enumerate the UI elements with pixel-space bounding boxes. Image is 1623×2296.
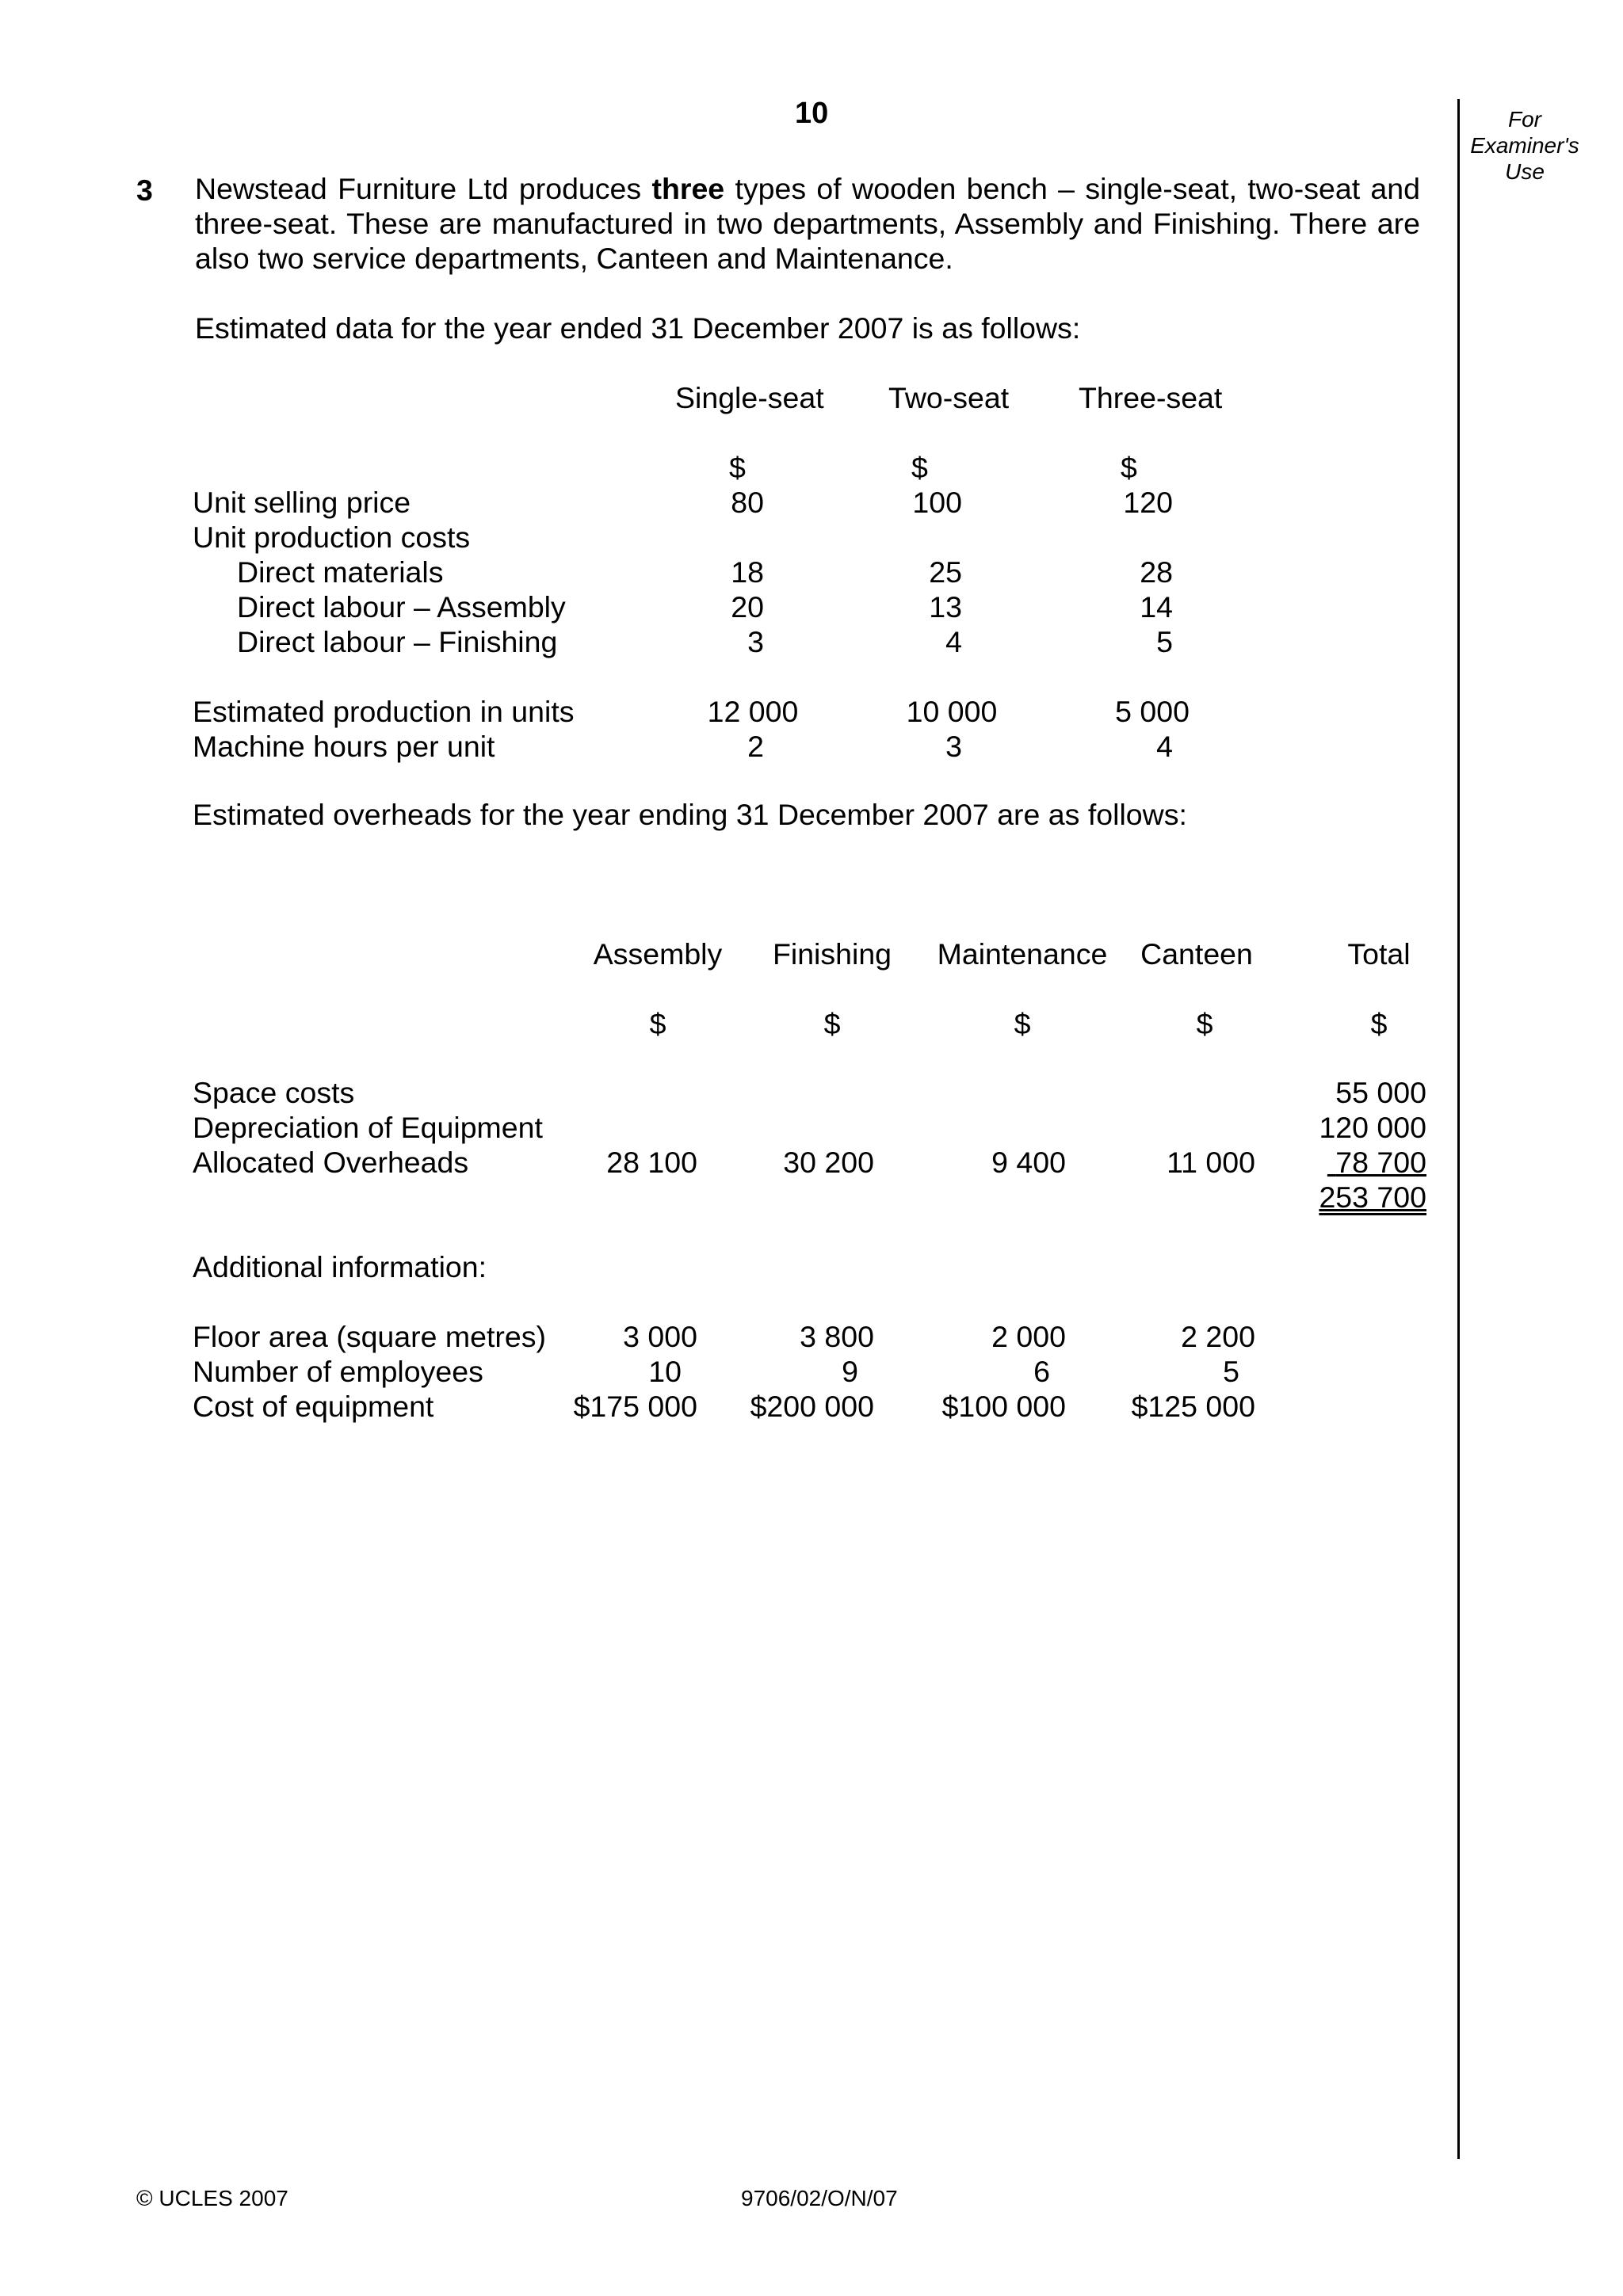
allocated-assembly: 28 100 (606, 1146, 697, 1179)
direct-labour-finishing-single: 3 (747, 625, 764, 658)
examiner-use-text: For Examiner's Use (1470, 107, 1579, 184)
additional-info-heading: Additional information: (193, 1250, 487, 1283)
col-header-canteen: Canteen (1140, 937, 1253, 971)
machine-hours-single: 2 (747, 730, 764, 763)
row-label-machine-hours: Machine hours per unit (193, 730, 495, 763)
equipment-cost-maintenance: $100 000 (941, 1390, 1066, 1423)
intro-bold-word: three (651, 172, 725, 205)
grand-total: 253 700 (1319, 1180, 1426, 1214)
currency-finishing: $ (823, 1007, 841, 1040)
overheads-heading: Estimated overheads for the year ending 31 December 2007 are as follows: (193, 798, 1187, 831)
col-header-single-seat: Single-seat (675, 381, 824, 414)
direct-materials-single: 18 (731, 555, 764, 589)
employees-finishing: 9 (842, 1355, 858, 1388)
direct-materials-two: 25 (929, 555, 962, 589)
col-header-maintenance: Maintenance (937, 937, 1108, 971)
footer-copyright: © UCLES 2007 (136, 2186, 288, 2210)
currency-three-seat: $ (1121, 451, 1137, 484)
col-header-two-seat: Two-seat (888, 381, 1010, 414)
col-header-assembly: Assembly (593, 937, 723, 971)
allocated-total (1284, 1145, 1426, 1180)
row-label-unit-production-costs: Unit production costs (193, 521, 471, 554)
row-label-depreciation: Depreciation of Equipment (193, 1111, 543, 1144)
floor-area-maintenance: 2 000 (991, 1320, 1066, 1353)
direct-labour-finishing-three: 5 (1156, 625, 1173, 658)
intro-text-end: types of wooden bench – single-seat, two-seat and three-seat. These are manufactured in two departments, Assembly and Finishing. There are also two service departments, Canteen and Maintenance. (195, 172, 1420, 275)
row-label-number-of-employees: Number of employees (193, 1355, 483, 1388)
currency-maintenance: $ (1014, 1007, 1031, 1040)
space-costs-total: 55 000 (1335, 1076, 1426, 1109)
allocated-maintenance: 9 400 (991, 1146, 1066, 1179)
estimated-data-heading: Estimated data for the year ended 31 December 2007 is as follows: (195, 311, 1081, 345)
row-label-cost-of-equipment: Cost of equipment (193, 1390, 434, 1423)
intro-text-start: Newstead Furniture Ltd produces (195, 172, 652, 205)
machine-hours-two: 3 (945, 730, 962, 763)
floor-area-finishing: 3 800 (800, 1320, 874, 1353)
row-label-floor-area: Floor area (square metres) (193, 1320, 546, 1353)
floor-area-canteen: 2 200 (1181, 1320, 1255, 1353)
equipment-cost-finishing: $200 000 (750, 1390, 874, 1423)
page-number: 10 (795, 97, 829, 130)
row-label-allocated-overheads: Allocated Overheads (193, 1146, 469, 1179)
footer-paper-code: 9706/02/O/N/07 (741, 2186, 898, 2210)
question-number: 3 (136, 174, 153, 207)
estimated-production-three: 5 000 (1115, 695, 1190, 728)
direct-labour-assembly-single: 20 (731, 590, 764, 624)
row-label-direct-labour-assembly: Direct labour – Assembly (237, 590, 566, 624)
allocated-canteen: 11 000 (1167, 1146, 1255, 1179)
direct-labour-assembly-two: 13 (929, 590, 962, 624)
currency-single-seat: $ (729, 451, 746, 484)
examiner-margin-rule (1457, 99, 1460, 2159)
currency-canteen: $ (1196, 1007, 1213, 1040)
unit-selling-price-two: 100 (912, 486, 962, 519)
employees-maintenance: 6 (1033, 1355, 1050, 1388)
row-label-direct-labour-finishing: Direct labour – Finishing (237, 625, 558, 658)
unit-selling-price-single: 80 (731, 486, 764, 519)
employees-assembly: 10 (648, 1355, 682, 1388)
allocated-finishing: 30 200 (783, 1146, 874, 1179)
col-header-finishing: Finishing (772, 937, 892, 971)
direct-labour-finishing-two: 4 (945, 625, 962, 658)
equipment-cost-assembly: $175 000 (573, 1390, 697, 1423)
row-label-estimated-production: Estimated production in units (193, 695, 575, 728)
row-label-space-costs: Space costs (193, 1076, 355, 1109)
estimated-production-single: 12 000 (707, 695, 799, 728)
unit-selling-price-three: 120 (1123, 486, 1173, 519)
allocated-total-value: 78 700 (1335, 1146, 1426, 1179)
equipment-cost-canteen: $125 000 (1131, 1390, 1255, 1423)
currency-two-seat: $ (911, 451, 928, 484)
examiner-use-label (1458, 106, 1591, 185)
employees-canteen: 5 (1223, 1355, 1239, 1388)
currency-assembly: $ (649, 1007, 666, 1040)
currency-total: $ (1370, 1007, 1388, 1040)
row-label-direct-materials: Direct materials (237, 555, 444, 589)
direct-materials-three: 28 (1140, 555, 1173, 589)
machine-hours-three: 4 (1156, 730, 1173, 763)
floor-area-assembly: 3 000 (623, 1320, 697, 1353)
col-header-total: Total (1347, 937, 1411, 971)
estimated-production-two: 10 000 (906, 695, 998, 728)
depreciation-total: 120 000 (1319, 1111, 1426, 1144)
row-label-unit-selling-price: Unit selling price (193, 486, 411, 519)
question-intro (195, 171, 1420, 276)
col-header-three-seat: Three-seat (1079, 381, 1223, 414)
direct-labour-assembly-three: 14 (1140, 590, 1173, 624)
